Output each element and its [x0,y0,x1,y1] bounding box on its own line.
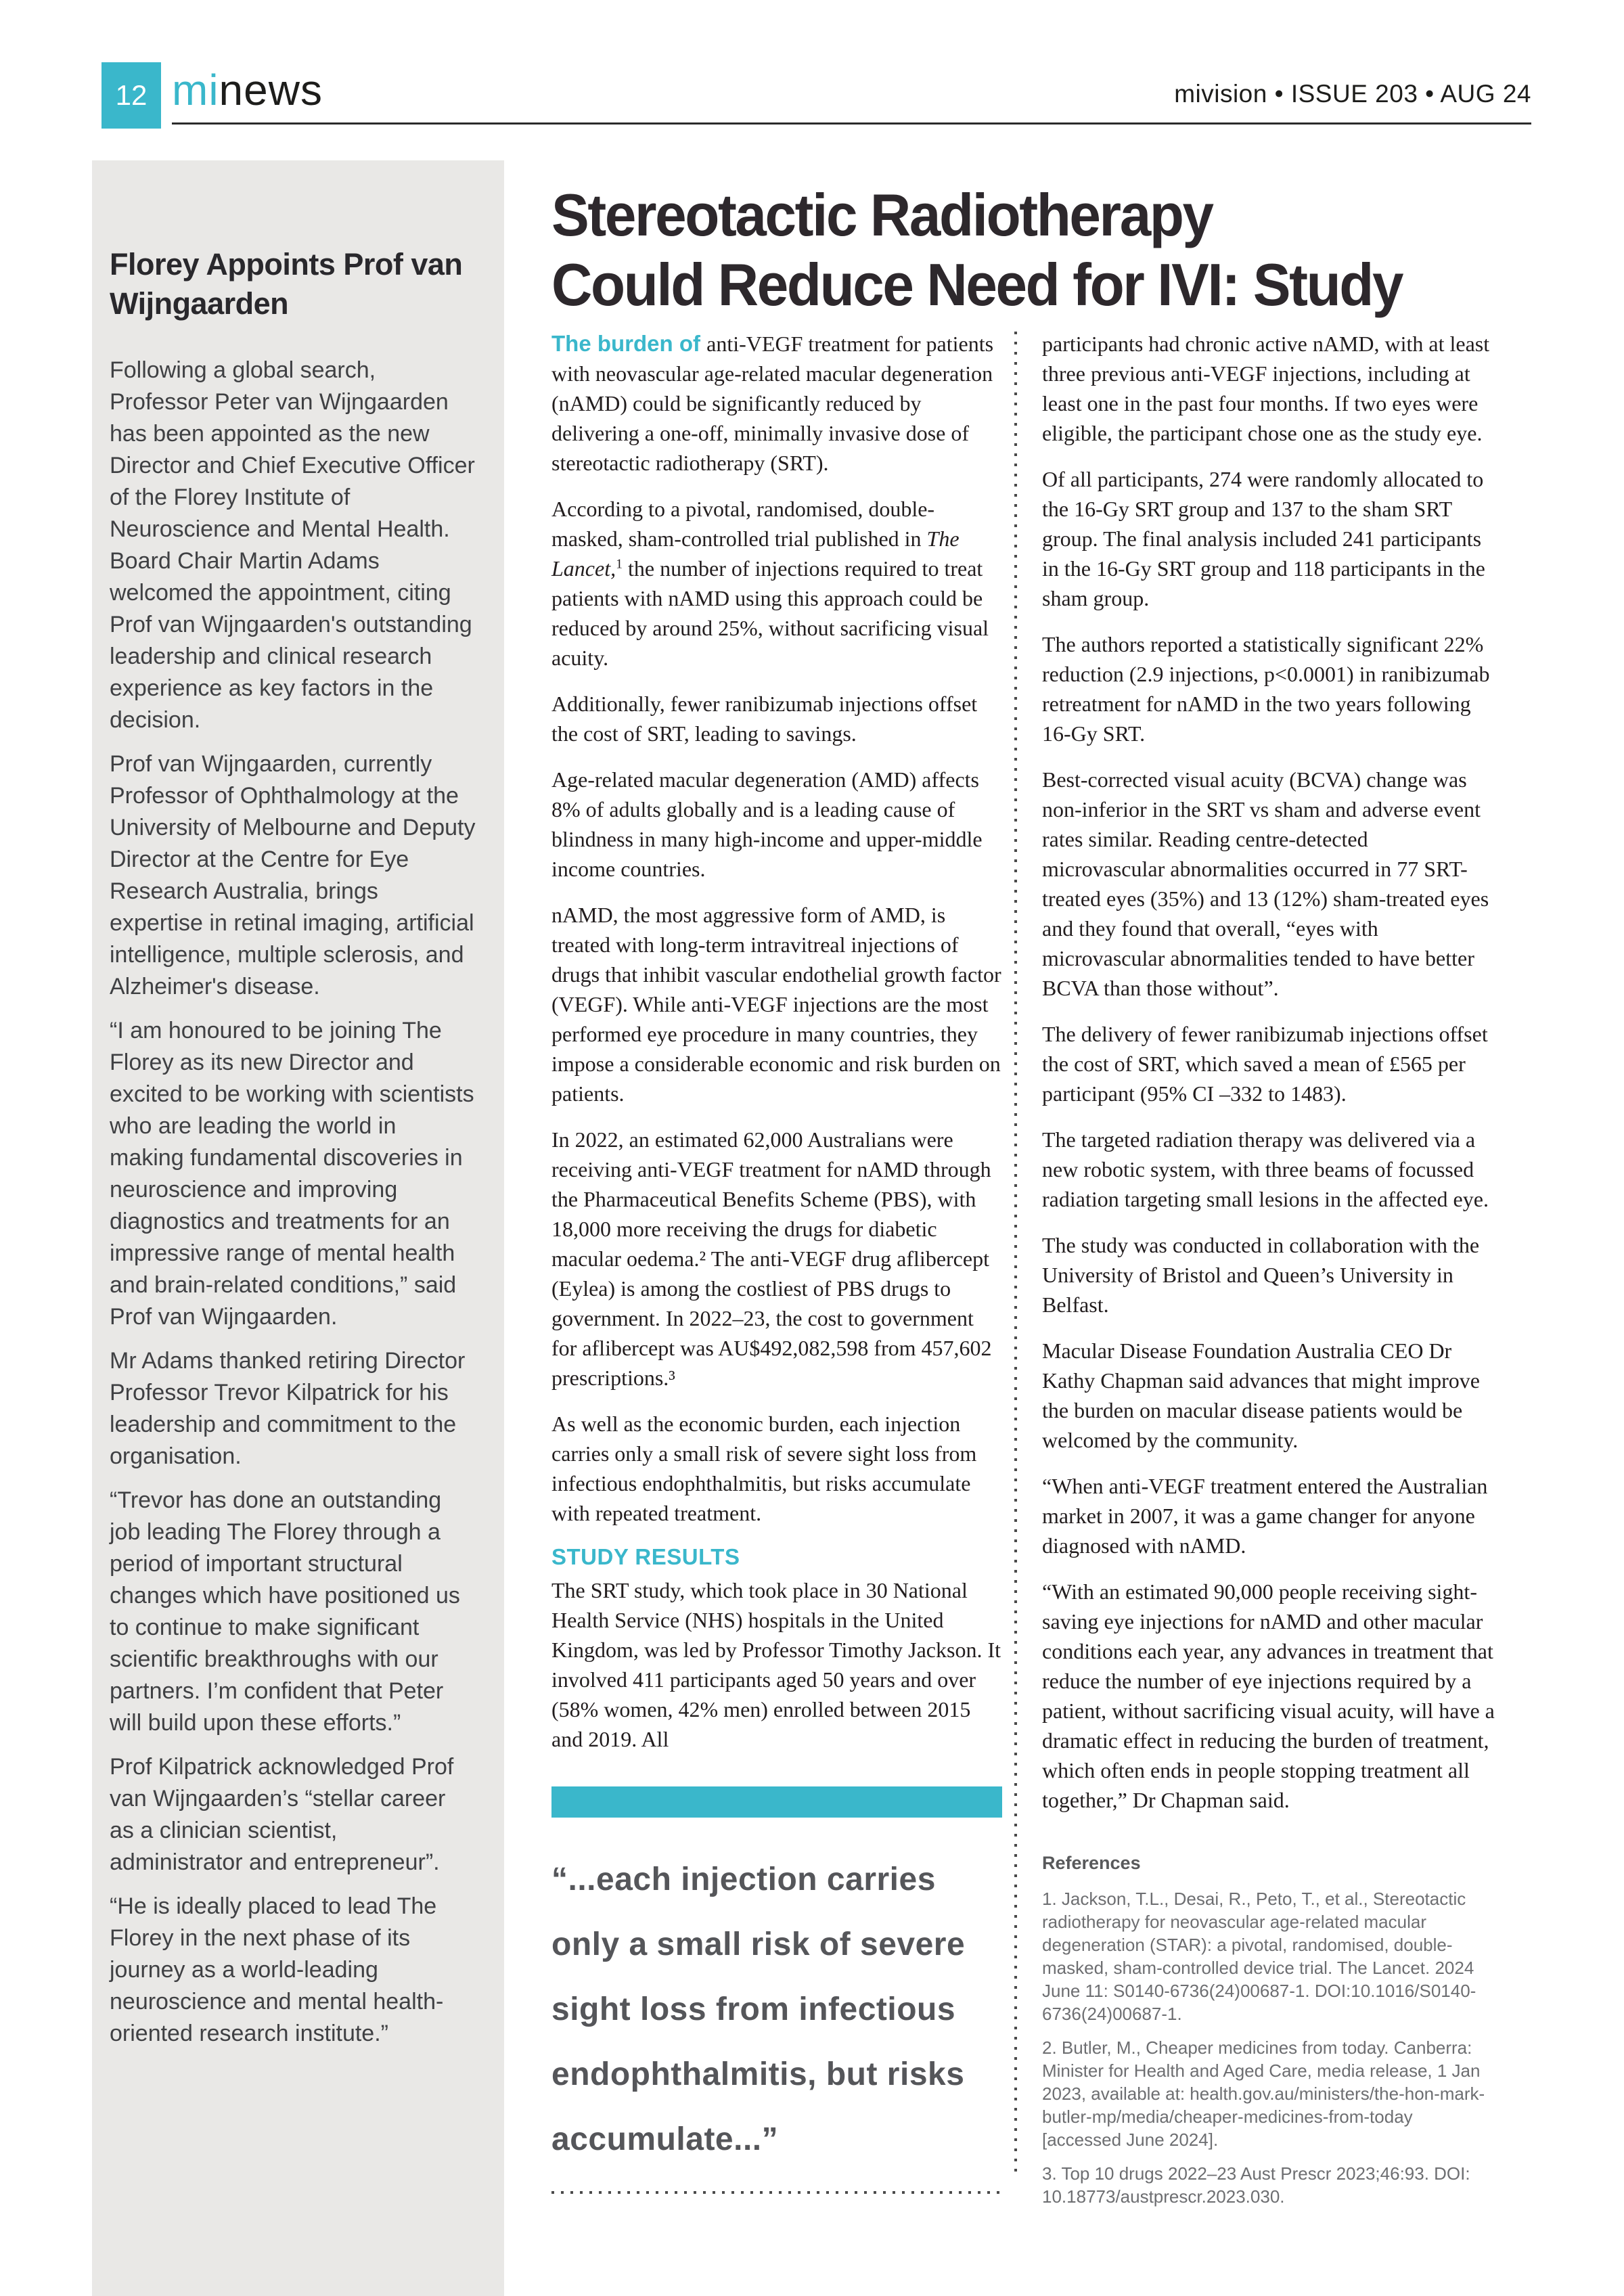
article-title-line2: Could Reduce Need for IVI: Study [551,251,1403,318]
references-heading: References [1042,1853,1141,1873]
article-paragraph: The study was conducted in collaboration with the University of Bristol and Queen’s University in Belfast. [1042,1233,1480,1317]
article-paragraph [551,494,1002,673]
page-number-badge [102,62,161,129]
logo-mi: mi [172,66,219,114]
article-paragraph: The authors reported a statistically significant 22% reduction (2.9 injections, p<0.0001) in ranibizumab retreatment for nAMD in the two years following 16-Gy SRT. [1042,632,1490,746]
reference-superscript: 1 [616,556,623,572]
article-paragraph: nAMD, the most aggressive form of AMD, is treated with long-term intravitreal injections of drugs that inhibit vascular endothelial growth factor (VEGF). While anti-VEGF injections are the most performed eye procedure in many countries, they impose a considerable economic and risk burden on patients. [551,903,1001,1106]
references-section [1042,1853,1495,2208]
main-article [551,0,1531,2296]
sidebar-article [92,160,504,2296]
lead-in-text: The burden of [551,331,707,356]
page-number: 12 [115,79,148,111]
paragraph-text: the number of injections required to treat patients with nAMD using this approach could be reduced by around 25%, without sacrificing visual acuity. [551,556,989,670]
section-subhead: STUDY RESULTS [551,1544,740,1569]
minews-logo [172,65,323,115]
sidebar-paragraph: “Trevor has done an outstanding job leading The Florey through a period of important structural changes which have positioned us to continue to make significant scientific breakthroughs with our partners. I’m confident that Peter will build upon these efforts.” [110,1487,460,1736]
reference-item: 3. Top 10 drugs 2022–23 Aust Prescr 2023;46:93. DOI: 10.18773/austprescr.2023.030. [1042,2163,1470,2207]
article-paragraph: Best-corrected visual acuity (BCVA) change was non-inferior in the SRT vs sham and adverse event rates similar. Reading centre-detected microvascular abnormalities occurred in 77 SRT-treated eyes (35%) and 13 (12%) sham-treated eyes and they found that overall, “eyes with microvascular abnormalities tended to have better BCVA than those without”. [1042,767,1489,1000]
pull-quote: “...each injection carries only a small risk of severe sight loss from infectious endophthalmitis, but risks accumulate...” [551,1862,966,2157]
sidebar-paragraph: Prof van Wijngaarden, currently Professor of Ophthalmology at the University of Melbourne and Deputy Director at the Centre for Eye Research Australia, brings expertise in retinal imaging, artificial intelligence, multiple sclerosis, and Alzheimer's disease. [110,751,476,999]
article-title [551,180,1402,319]
reference-item: 1. Jackson, T.L., Desai, R., Peto, T., et al., Stereotactic radiotherapy for neovascular age-related macular degeneration (STAR): a pivotal, randomised, double-masked, sham-controlled device trial. The Lancet. 2024 June 11: S0140-6736(24)00687-1. DOI:10.1016/S0140-6736(24)00687-1. [1042,1889,1476,2024]
sidebar-paragraph: Following a global search, Professor Peter van Wijngaarden has been appointed as the new Director and Chief Executive Officer of the Florey Institute of Neuroscience and Mental Health. Board Chair Martin Adams welcomed the appointment, citing Prof van Wijngaarden's outstanding leadership and clinical research experience as key factors in the decision. [110,357,475,733]
article-paragraph: Macular Disease Foundation Australia CEO Dr Kathy Chapman said advances that might improve the burden on macular disease patients would be welcomed by the community. [1042,1338,1480,1452]
issue-line: mivision • ISSUE 203 • AUG 24 [1174,80,1531,108]
article-column-1 [551,329,1002,2194]
sidebar-paragraph: “I am honoured to be joining The Florey as its new Director and excited to be working with scientists who are leading the world in making fundamental discoveries in neuroscience and improving diagnostics and treatments for an impressive range of mental health and brain-related conditions,” said Prof van Wijngaarden. [110,1018,474,1330]
paragraph-text: According to a pivotal, randomised, double-masked, sham-controlled trial published in [551,497,935,551]
article-paragraph: The SRT study, which took place in 30 National Health Service (NHS) hospitals in the United Kingdom, was led by Professor Timothy Jackson. It involved 411 participants aged 50 years and over (58% women, 42% men) enrolled between 2015 and 2019. All [551,1578,1001,1751]
article-title-line1: Stereotactic Radiotherapy [551,181,1213,248]
pull-quote-accent-bar [551,1786,1002,1818]
journal-name-italic: The Lancet, [551,526,960,581]
sidebar-title: Florey Appoints Prof van Wijngaarden [110,247,463,321]
article-paragraph: “When anti-VEGF treatment entered the Australian market in 2007, it was a game changer for anyone diagnosed with nAMD. [1042,1474,1488,1558]
sidebar-paragraph: Prof Kilpatrick acknowledged Prof van Wijngaarden’s “stellar career as a clinician scientist, administrator and entrepreneur”. [110,1754,454,1875]
sidebar-paragraph: “He is ideally placed to lead The Florey in the next phase of its journey as a world-leading neuroscience and mental health-oriented research institute.” [110,1893,444,2046]
logo-news: news [219,66,323,114]
reference-item: 2. Butler, M., Cheaper medicines from today. Canberra: Minister for Health and Aged Care, media release, 1 Jan 2023, available at: health.gov.au/ministers/the-hon-mark-butler-mp/media/cheaper-medicines-from-today [accessed June 2024]. [1042,2038,1485,2150]
column-divider-dotted [1014,332,1017,2176]
article-paragraph: Age-related macular degeneration (AMD) affects 8% of adults globally and is a leading cause of blindness in many high-income and upper-middle income countries. [551,767,983,881]
article-paragraph: participants had chronic active nAMD, with at least three previous anti-VEGF injections, including at least one in the past four months. If two eyes were eligible, the participant chose one as the study eye. [1042,332,1490,445]
article-paragraph: As well as the economic burden, each injection carries only a small risk of severe sight loss from infectious endophthalmitis, but risks accumulate with repeated treatment. [551,1412,977,1525]
sidebar-paragraph: Mr Adams thanked retiring Director Professor Trevor Kilpatrick for his leadership and commitment to the organisation. [110,1348,466,1469]
article-paragraph: The delivery of fewer ranibizumab injections offset the cost of SRT, which saved a mean of £565 per participant (95% CI –332 to 1483). [1042,1022,1488,1106]
article-paragraph: Of all participants, 274 were randomly allocated to the 16-Gy SRT group and 137 to the sham SRT group. The final analysis included 241 participants in the 16-Gy SRT group and 118 participants in the sham group. [1042,467,1485,610]
article-paragraph [551,329,1002,478]
article-paragraph: The targeted radiation therapy was delivered via a new robotic system, with three beams of focussed radiation targeting small lesions in the affected eye. [1042,1127,1489,1211]
paragraph-text: anti-VEGF treatment for patients with neovascular age-related macular degeneration (nAMD) could be significantly reduced by delivering a one-off, minimally invasive dose of stereotactic radiotherapy (SRT). [551,332,994,475]
article-paragraph: “With an estimated 90,000 people receiving sight-saving eye injections for nAMD and other macular conditions each year, any advances in treatment that reduce the number of eye injections required by a patient, without sacrificing visual acuity, will have a dramatic effect in reducing the burden of treatment, which often ends in people stopping treatment all together,” Dr Chapman said. [1042,1579,1495,1812]
article-paragraph: Additionally, fewer ranibizumab injections offset the cost of SRT, leading to savings. [551,692,978,746]
bottom-dotted-rule [551,2191,1002,2194]
article-column-2 [1042,329,1495,2219]
article-paragraph: In 2022, an estimated 62,000 Australians were receiving anti-VEGF treatment for nAMD through the Pharmaceutical Benefits Scheme (PBS), with 18,000 more receiving the drugs for diabetic macular oedema.² The anti-VEGF drug aflibercept (Eylea) is among the costliest of PBS drugs to government. In 2022–23, the cost to government for aflibercept was AU$492,082,598 from 457,602 prescriptions.³ [551,1127,992,1390]
